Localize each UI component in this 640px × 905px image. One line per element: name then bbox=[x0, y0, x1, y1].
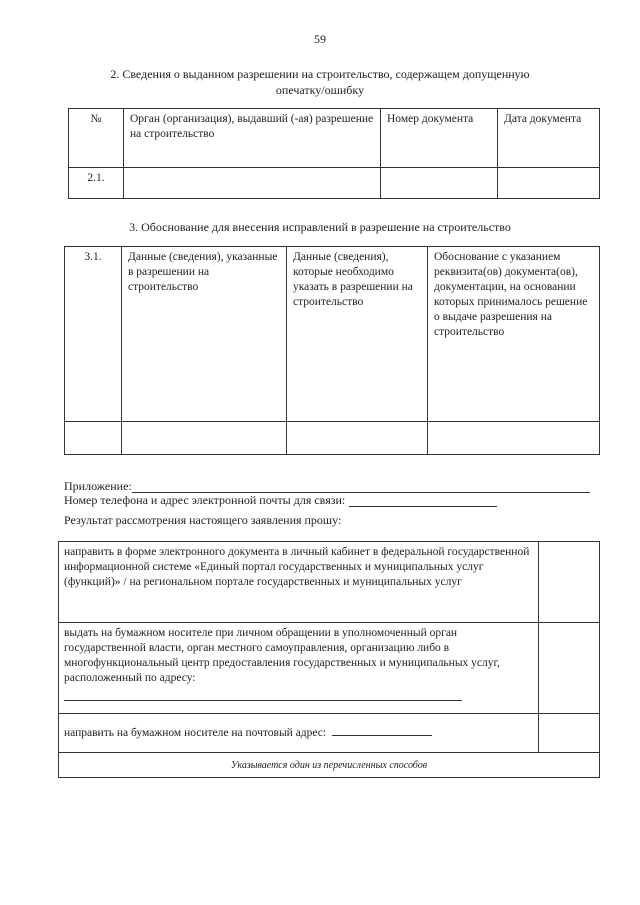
empty-cell bbox=[65, 422, 122, 455]
row-number: 3.1. bbox=[65, 247, 122, 422]
header-justification: Обоснование с указанием реквизита(ов) документа(ов), документации, на основании которых принималось решение о выдаче разрешения на строительство bbox=[428, 247, 600, 422]
option-in-person-text: выдать на бумажном носителе при личном обращении в уполномоченный орган государственной власти, орган местного самоуправления, организацию либо в многофункциональный центр предоставления государственных и муниципальных услуг, расположенный по адресу: bbox=[64, 627, 500, 684]
option-row-postal bbox=[59, 714, 600, 753]
section-2-title bbox=[0, 66, 640, 98]
options-note: Указывается один из перечисленных способов bbox=[59, 753, 600, 778]
stated-data-cell[interactable] bbox=[122, 422, 287, 455]
option-electronic-checkbox[interactable] bbox=[539, 542, 600, 623]
postal-address-input-line[interactable] bbox=[332, 725, 432, 736]
section-3-title: 3. Обоснование для внесения исправлений в разрешение на строительство bbox=[129, 220, 511, 234]
attachment-row bbox=[64, 479, 590, 493]
option-row-in-person bbox=[59, 623, 600, 714]
table-row bbox=[65, 422, 600, 455]
header-number: № bbox=[69, 109, 124, 168]
attachment-label: Приложение: bbox=[64, 479, 132, 493]
contact-label: Номер телефона и адрес электронной почты для связи: bbox=[64, 493, 346, 507]
corrections-table bbox=[64, 246, 600, 455]
header-document-date: Дата документа bbox=[498, 109, 600, 168]
note-row bbox=[59, 753, 600, 778]
header-stated-data: Данные (сведения), указанные в разрешении на строительство bbox=[122, 247, 287, 422]
required-data-cell[interactable] bbox=[287, 422, 428, 455]
justification-cell[interactable] bbox=[428, 422, 600, 455]
result-label: Результат рассмотрения настоящего заявления прошу: bbox=[64, 513, 342, 527]
option-row-electronic bbox=[59, 542, 600, 623]
table-header-row bbox=[69, 109, 600, 168]
row-number: 2.1. bbox=[69, 168, 124, 199]
contact-input-line[interactable] bbox=[349, 496, 497, 507]
table-row bbox=[69, 168, 600, 199]
option-postal-checkbox[interactable] bbox=[539, 714, 600, 753]
header-required-data: Данные (сведения), которые необходимо указать в разрешении на строительство bbox=[287, 247, 428, 422]
option-in-person-cell bbox=[59, 623, 539, 714]
address-input-line[interactable] bbox=[64, 700, 462, 701]
form-fields bbox=[64, 479, 590, 527]
delivery-options-table bbox=[58, 541, 600, 778]
permit-info-table bbox=[68, 108, 600, 199]
page-number: 59 bbox=[314, 32, 326, 46]
contact-row bbox=[64, 493, 590, 507]
table-header-row bbox=[65, 247, 600, 422]
document-number-cell[interactable] bbox=[381, 168, 498, 199]
section-2-title-line1: 2. Сведения о выданном разрешении на строительство, содержащем допущенную bbox=[110, 67, 530, 81]
header-issuing-authority: Орган (организация), выдавший (-ая) разрешение на строительство bbox=[124, 109, 381, 168]
document-date-cell[interactable] bbox=[498, 168, 600, 199]
issuing-authority-cell[interactable] bbox=[124, 168, 381, 199]
header-document-number: Номер документа bbox=[381, 109, 498, 168]
option-in-person-checkbox[interactable] bbox=[539, 623, 600, 714]
option-postal-text: направить на бумажном носителе на почтовый адрес: bbox=[64, 727, 327, 739]
option-postal-cell bbox=[59, 714, 539, 753]
attachment-input-line[interactable] bbox=[132, 482, 590, 493]
option-electronic-text: направить в форме электронного документа в личный кабинет в федеральной государственной информационной системе «Единый портал государственных и муниципальных услуг (функций)» / на региональном портале государственных и муниципальных услуг bbox=[59, 542, 539, 623]
result-row bbox=[64, 513, 590, 527]
section-2-title-line2: опечатку/ошибку bbox=[275, 83, 365, 97]
